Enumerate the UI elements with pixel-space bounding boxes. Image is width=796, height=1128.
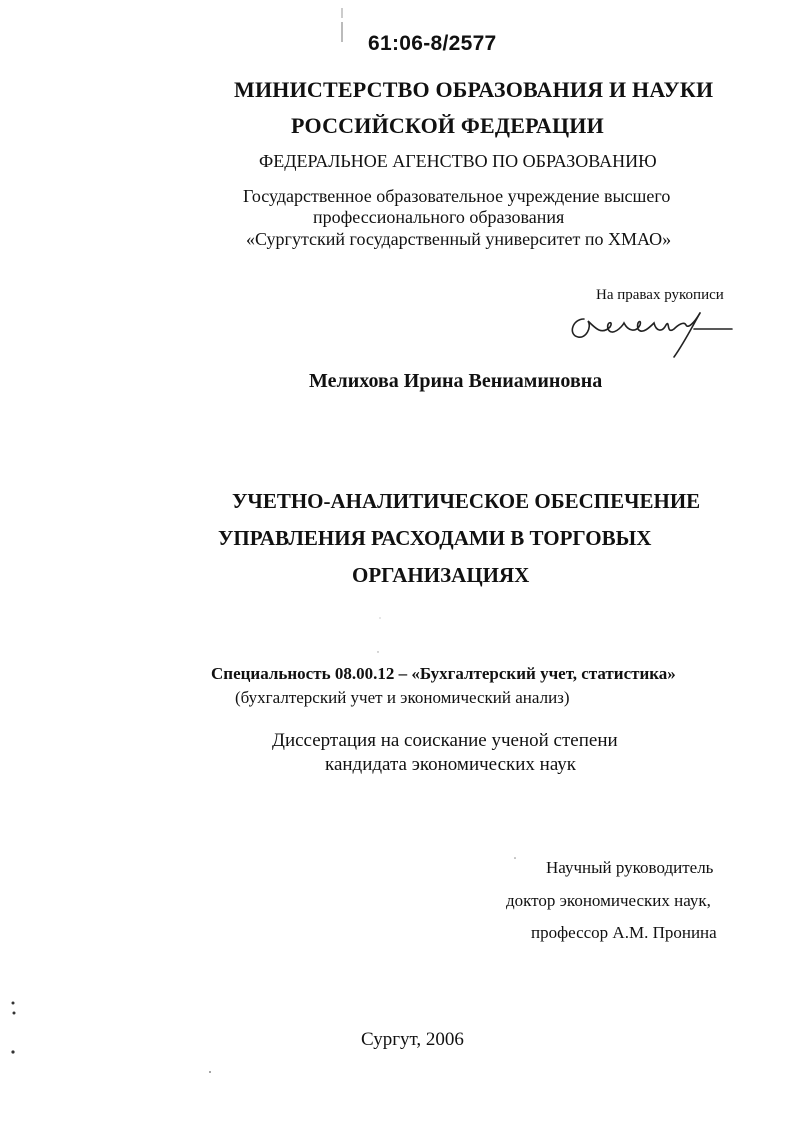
title-line-3: ОРГАНИЗАЦИЯХ: [352, 563, 530, 587]
supervisor-line-2: доктор экономических наук,: [506, 891, 711, 910]
institution-line-2: профессионального образования: [313, 207, 565, 227]
specialty-line-1: Специальность 08.00.12 – «Бухгалтерский учет, статистика»: [211, 664, 676, 683]
archive-code: 61:06-8/2577: [368, 32, 497, 55]
agency: ФЕДЕРАЛЬНОЕ АГЕНСТВО ПО ОБРАЗОВАНИЮ: [259, 151, 657, 171]
supervisor-line-1: Научный руководитель: [546, 858, 714, 877]
supervisor-line-3: профессор А.М. Пронина: [531, 923, 717, 942]
specialty-line-2: (бухгалтерский учет и экономический анализ): [235, 688, 570, 707]
ministry-line-2: РОССИЙСКОЙ ФЕДЕРАЦИИ: [291, 113, 604, 138]
place-and-year: Сургут, 2006: [361, 1029, 464, 1050]
title-line-2: УПРАВЛЕНИЯ РАСХОДАМИ В ТОРГОВЫХ: [218, 526, 652, 550]
title-line-1: УЧЕТНО-АНАЛИТИЧЕСКОЕ ОБЕСПЕЧЕНИЕ: [232, 489, 701, 513]
institution-line-3: «Сургутский государственный университет по ХМАО»: [246, 229, 672, 249]
institution-line-1: Государственное образовательное учреждение высшего: [243, 186, 671, 206]
ministry-line-1: МИНИСТЕРСТВО ОБРАЗОВАНИЯ И НАУКИ: [234, 77, 714, 102]
dissertation-line-2: кандидата экономических наук: [325, 754, 577, 775]
author-name: Мелихова Ирина Вениаминовна: [309, 370, 603, 392]
dissertation-line-1: Диссертация на соискание ученой степени: [272, 730, 618, 751]
manuscript-rights: На правах рукописи: [596, 287, 724, 303]
